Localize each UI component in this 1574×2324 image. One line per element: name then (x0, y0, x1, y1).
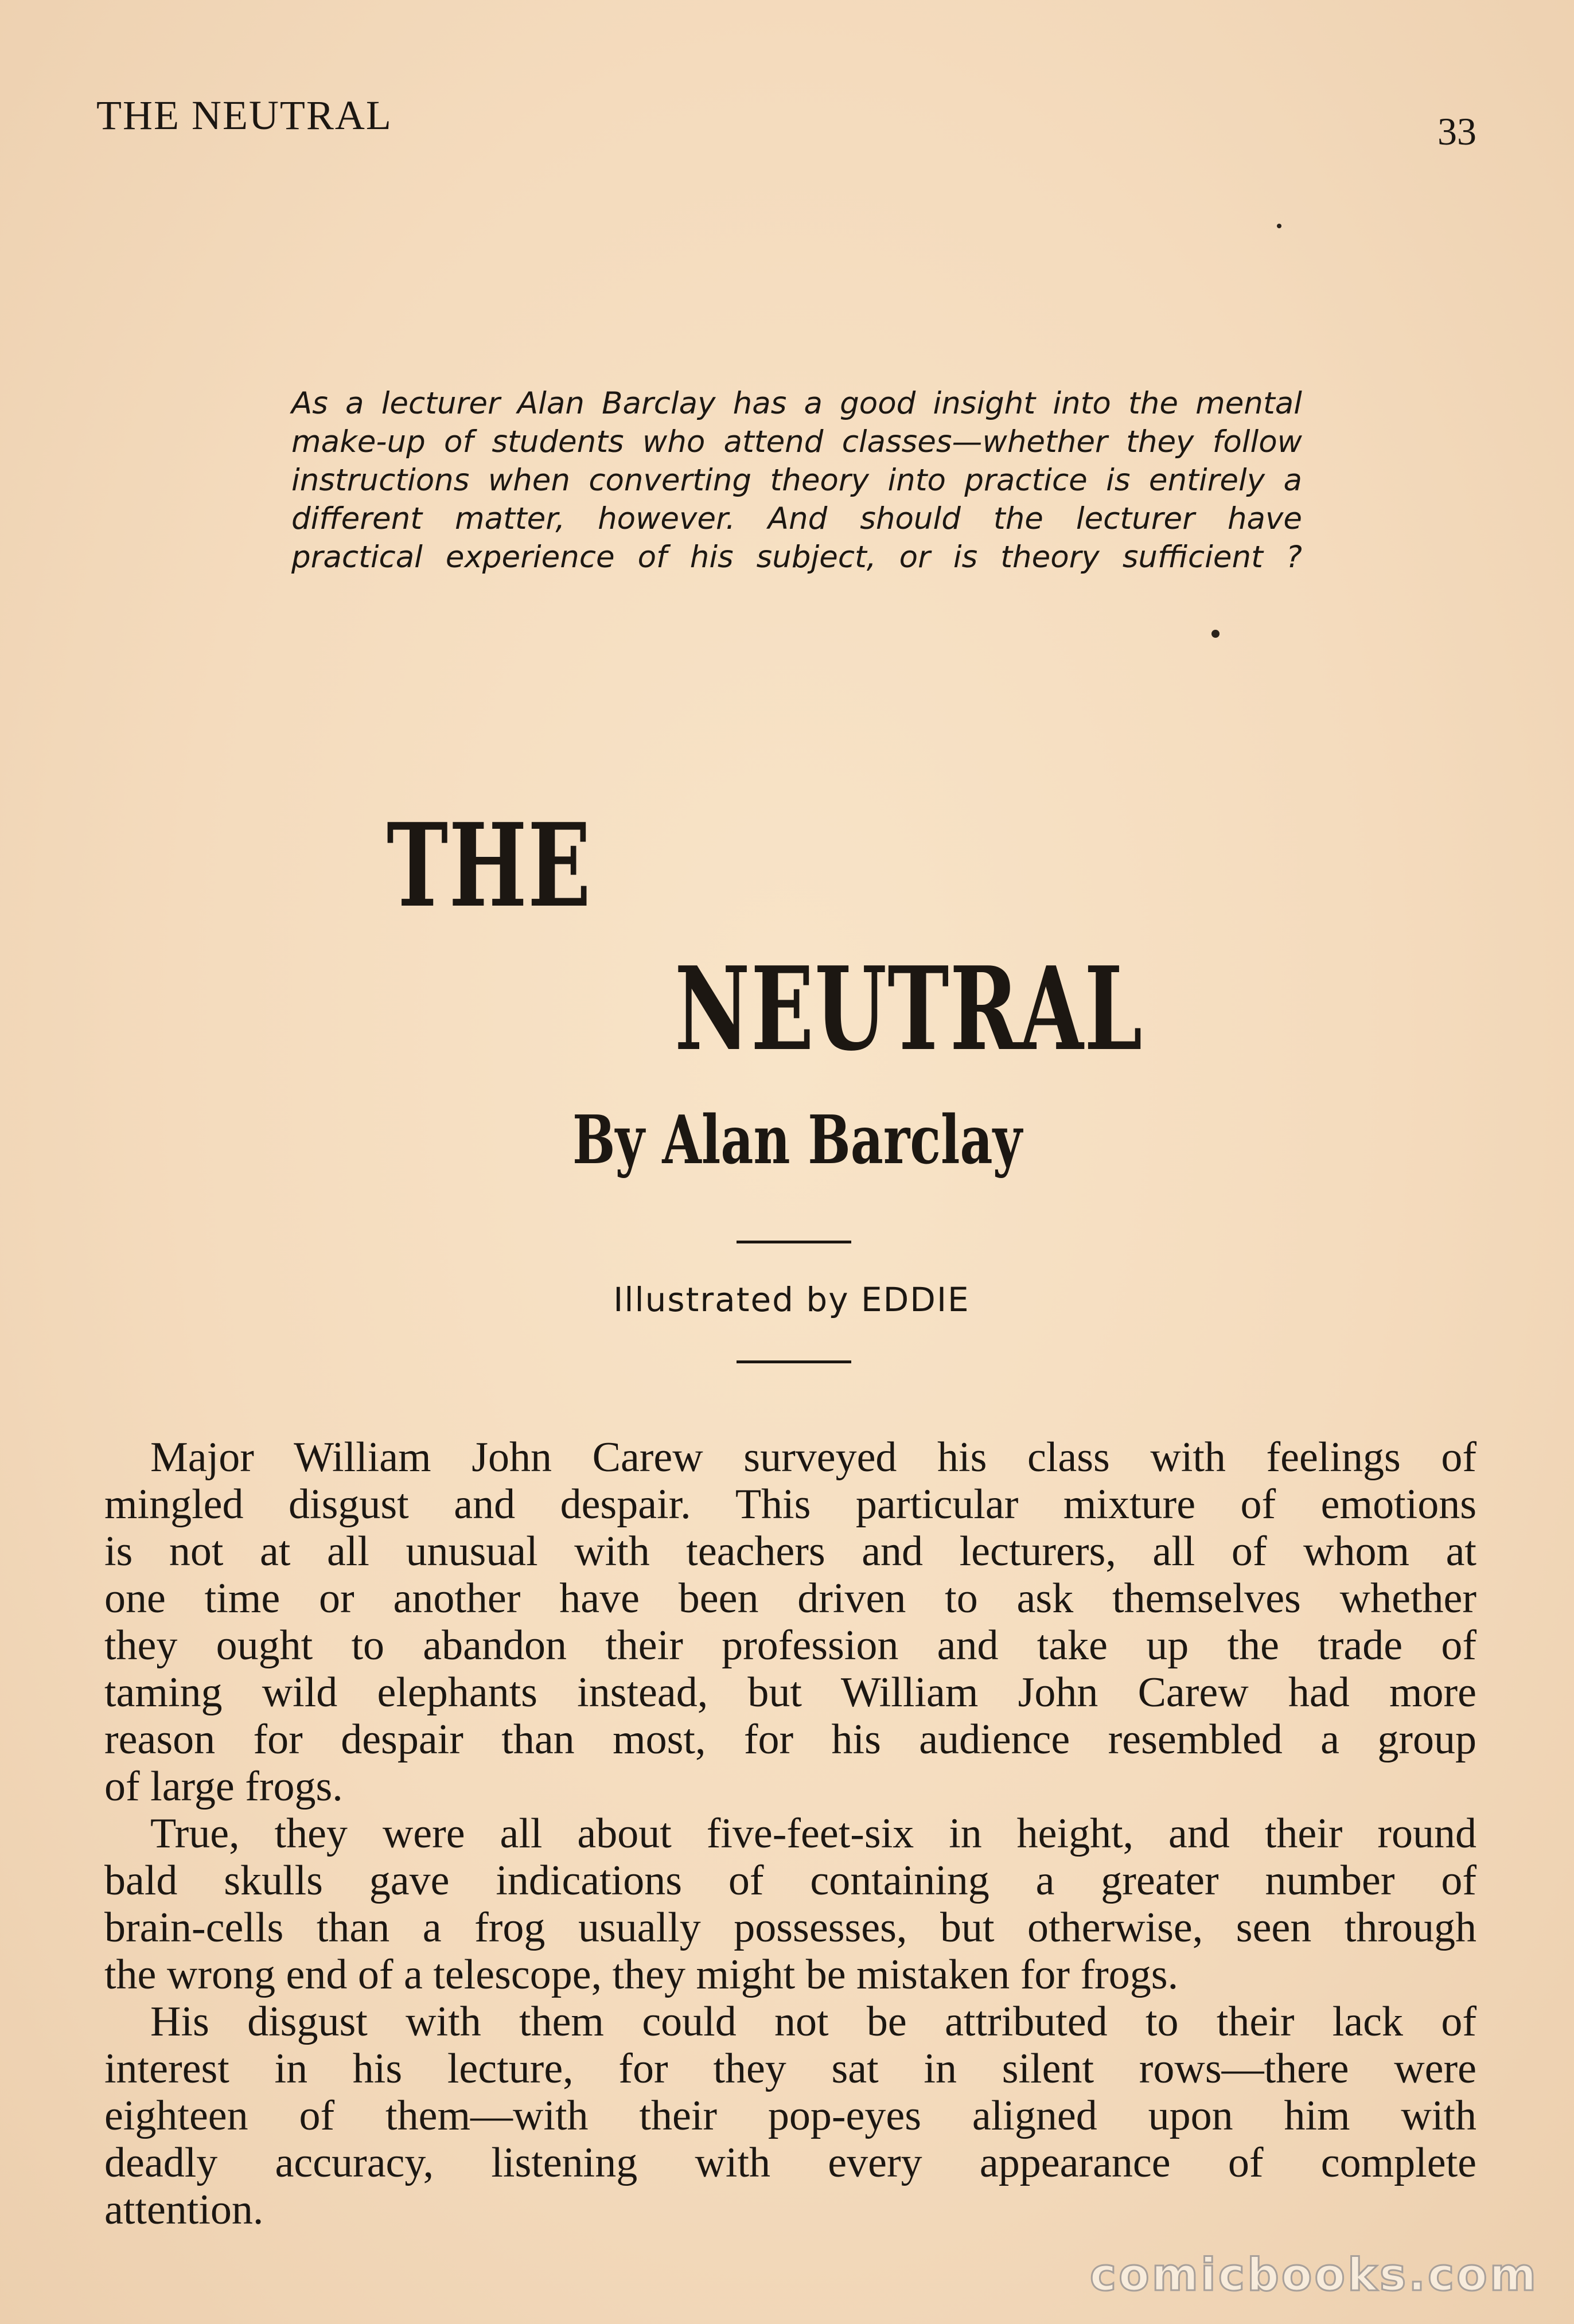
body-line: attention. (104, 2186, 264, 2233)
body-line: eighteen of them—with their pop-eyes aligned upon him with (104, 2092, 1476, 2139)
body-line: True, they were all about five-feet-six in height, and their round (150, 1810, 1476, 1857)
body-line: interest in his lecture, for they sat in silent rows—there were (104, 2045, 1476, 2092)
body-line: reason for despair than most, for his audience resembled a group (104, 1716, 1476, 1763)
intro-line: practical experience of his subject, or is theory sufficient ? (291, 540, 1302, 575)
running-title: THE NEUTRAL (96, 92, 392, 138)
story-body (104, 1434, 1476, 2233)
body-line: is not at all unusual with teachers and lecturers, all of whom at (104, 1528, 1476, 1575)
body-line: deadly accuracy, listening with every appearance of complete (104, 2139, 1476, 2186)
watermark: comicbooks.com (1089, 2249, 1538, 2301)
paper-speck (1211, 630, 1220, 638)
body-line: they ought to abandon their profession and take up the trade of (104, 1622, 1476, 1669)
body-line: bald skulls gave indications of containing a greater number of (104, 1857, 1476, 1904)
intro-line: instructions when converting theory into practice is entirely a (291, 463, 1302, 498)
body-line: Major William John Carew surveyed his class with feelings of (150, 1434, 1476, 1481)
intro-line: As a lecturer Alan Barclay has a good insight into the mental (291, 386, 1302, 421)
body-line: the wrong end of a telescope, they might be mistaken for frogs. (104, 1951, 1179, 1998)
intro-line: make-up of students who attend classes—whether they follow (291, 424, 1302, 459)
title-word-neutral: NEUTRAL (675, 942, 1143, 1077)
author-byline: By Alan Barclay (572, 1101, 1022, 1179)
body-line: one time or another have been driven to ask themselves whether (104, 1575, 1476, 1622)
divider-rule-top (737, 1241, 851, 1243)
body-line: brain-cells than a frog usually possesses, but otherwise, seen through (104, 1904, 1476, 1951)
intro-line: different matter, however. And should the lecturer have (291, 501, 1302, 536)
body-line: mingled disgust and despair. This particular mixture of emotions (104, 1481, 1476, 1528)
intro-blurb (291, 384, 1302, 576)
title-word-the: THE (387, 798, 592, 933)
body-line: His disgust with them could not be attributed to their lack of (150, 1998, 1476, 2045)
page-number: 33 (1437, 110, 1476, 153)
divider-rule-bottom (737, 1360, 851, 1363)
paper-speck (1277, 224, 1281, 228)
illustrator-credit: Illustrated by EDDIE (613, 1280, 970, 1319)
body-line: of large frogs. (104, 1763, 343, 1810)
body-line: taming wild elephants instead, but William John Carew had more (104, 1669, 1476, 1716)
